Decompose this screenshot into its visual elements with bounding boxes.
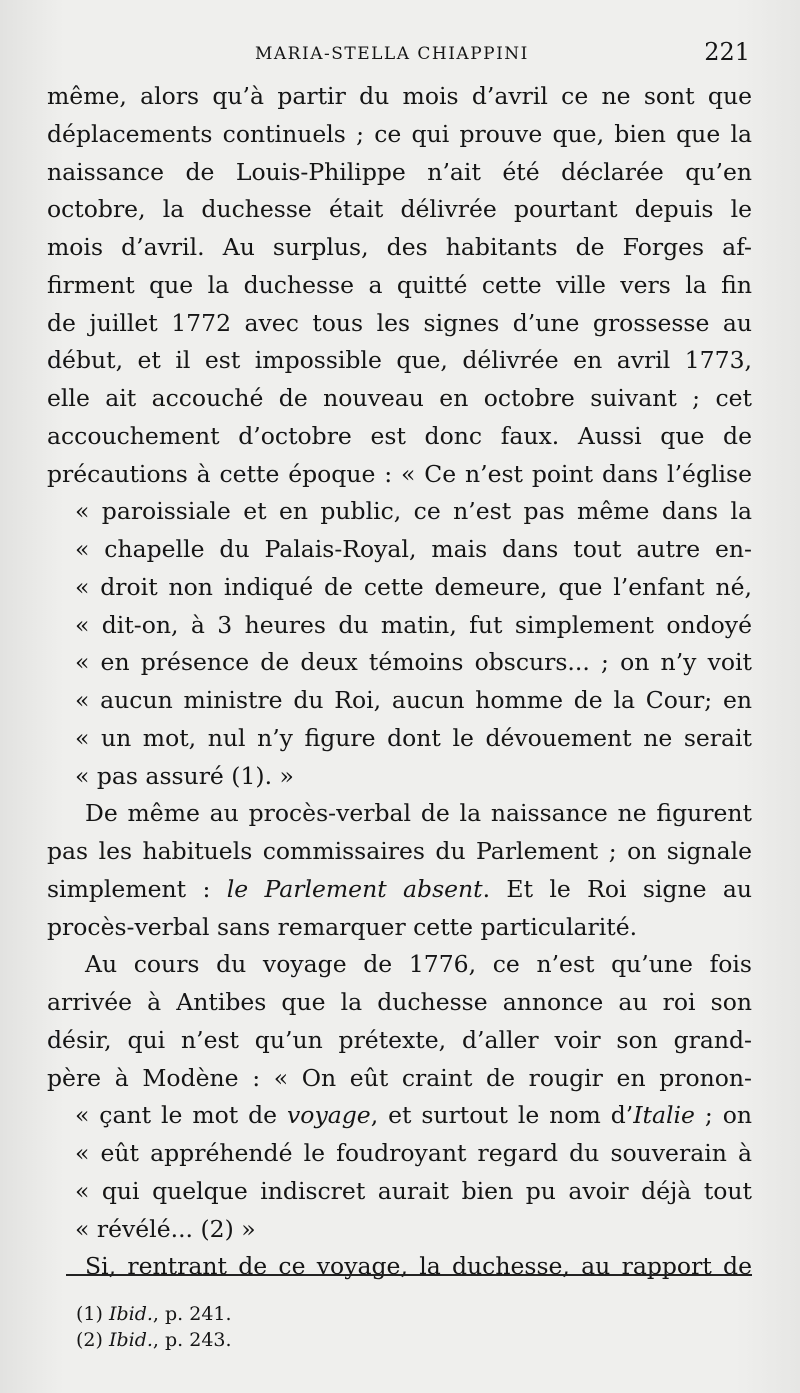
quote-line [47, 682, 752, 720]
paragraph-start-line [47, 946, 752, 984]
text-segment: « dit-on, à 3 heures du matin, fut simplement ondoyé [75, 610, 752, 639]
text-segment: Si, rentrant de ce voyage, la duchesse, au rapport de [85, 1252, 752, 1281]
running-title: MARIA-STELLA CHIAPPINI [255, 44, 529, 64]
text-line [47, 342, 752, 380]
quote-line [47, 607, 752, 645]
quote-line [47, 1211, 752, 1249]
text-line [47, 418, 752, 456]
italic-segment: Ibid. [108, 1303, 153, 1325]
footnote [76, 1327, 476, 1353]
text-line [47, 909, 752, 947]
text-line [47, 833, 752, 871]
text-segment: de juillet 1772 avec tous les signes d’une grossesse au [47, 308, 752, 337]
paragraph-start-line [47, 1248, 752, 1286]
text-line [47, 305, 752, 343]
text-line [47, 116, 752, 154]
quote-line [47, 1173, 752, 1211]
text-segment: accouchement d’octobre est donc faux. Aussi que de [47, 421, 752, 450]
text-segment: précautions à cette époque : « Ce n’est point dans l’église [47, 459, 752, 488]
quote-line [47, 1097, 752, 1135]
text-segment: , et surtout le nom d’ [370, 1101, 634, 1130]
quote-line [47, 531, 752, 569]
footnote-divider [66, 1274, 752, 1276]
text-line [47, 154, 752, 192]
text-segment: . Et le Roi signe au [482, 874, 752, 903]
footnote [76, 1301, 476, 1327]
text-segment: naissance de Louis-Philippe n’ait été déclarée qu’en [47, 157, 752, 186]
italic-segment: Italie [633, 1101, 695, 1130]
text-segment: début, et il est impossible que, délivrée en avril 1773, [47, 346, 752, 375]
text-line [47, 78, 752, 116]
text-segment: père à Modène : « On eût craint de rougir en pronon- [47, 1063, 752, 1092]
quote-line [47, 569, 752, 607]
text-segment: firment que la duchesse a quitté cette ville vers la fin [47, 270, 752, 299]
text-line [47, 984, 752, 1022]
text-segment: (2) [76, 1329, 109, 1351]
running-head [0, 38, 800, 70]
text-segment: mois d’avril. Au surplus, des habitants de Forges af- [47, 233, 752, 261]
text-line [47, 267, 752, 305]
text-line [47, 1022, 752, 1060]
text-line [47, 380, 752, 418]
text-segment: (1) [76, 1303, 109, 1325]
text-segment: « un mot, nul n’y figure dont le dévouement ne serait [75, 723, 752, 752]
text-segment: , p. 243. [152, 1329, 232, 1351]
quote-line [47, 720, 752, 758]
paragraph-start-line [47, 795, 752, 833]
page-number: 221 [704, 38, 750, 66]
italic-segment: voyage [287, 1101, 371, 1130]
text-segment: pas les habituels commissaires du Parlement ; on signale [47, 837, 752, 865]
text-segment: « chapelle du Palais-Royal, mais dans tout autre en- [75, 535, 752, 563]
text-segment: « en présence de deux témoins obscurs... ; on n’y voit [75, 648, 752, 677]
text-segment: simplement : [47, 874, 227, 903]
italic-segment: le Parlement absent [226, 874, 483, 903]
text-segment: déplacements continuels ; ce qui prouve que, bien que la [47, 119, 752, 148]
text-segment: , p. 241. [152, 1303, 232, 1325]
quote-line [47, 1135, 752, 1173]
text-segment: ; on [694, 1101, 752, 1130]
text-segment: « pas assuré (1). » [75, 761, 294, 790]
text-segment: arrivée à Antibes que la duchesse annonce au roi son [47, 988, 752, 1016]
footnotes [76, 1301, 476, 1353]
text-segment: désir, qui n’est qu’un prétexte, d’aller voir son grand- [47, 1025, 752, 1054]
text-segment: « paroissiale et en public, ce n’est pas même dans la [75, 497, 752, 526]
text-segment: même, alors qu’à partir du mois d’avril ce ne sont que [47, 82, 752, 110]
text-segment: « aucun ministre du Roi, aucun homme de la Cour; en [75, 686, 752, 714]
text-line [47, 456, 752, 494]
text-segment: « droit non indiqué de cette demeure, que l’enfant né, [75, 572, 752, 601]
text-segment: « çant le mot de [75, 1101, 288, 1130]
body-text [47, 78, 752, 1286]
text-segment: « eût appréhendé le foudroyant regard du souverain à [75, 1139, 752, 1167]
text-line [47, 1060, 752, 1098]
text-line [47, 229, 752, 267]
text-segment: octobre, la duchesse était délivrée pourtant depuis le [47, 195, 752, 224]
quote-line [47, 644, 752, 682]
text-segment: De même au procès-verbal de la naissance ne figurent [85, 799, 752, 828]
quote-line [47, 493, 752, 531]
text-line [47, 191, 752, 229]
italic-segment: Ibid. [108, 1329, 153, 1351]
text-line [47, 871, 752, 909]
quote-line [47, 758, 752, 796]
text-segment: elle ait accouché de nouveau en octobre suivant ; cet [47, 384, 752, 412]
text-segment: procès-verbal sans remarquer cette particularité. [47, 912, 638, 941]
text-segment: Au cours du voyage de 1776, ce n’est qu’une fois [85, 950, 752, 979]
text-segment: « révélé... (2) » [75, 1214, 256, 1243]
text-segment: « qui quelque indiscret aurait bien pu avoir déjà tout [75, 1176, 752, 1205]
